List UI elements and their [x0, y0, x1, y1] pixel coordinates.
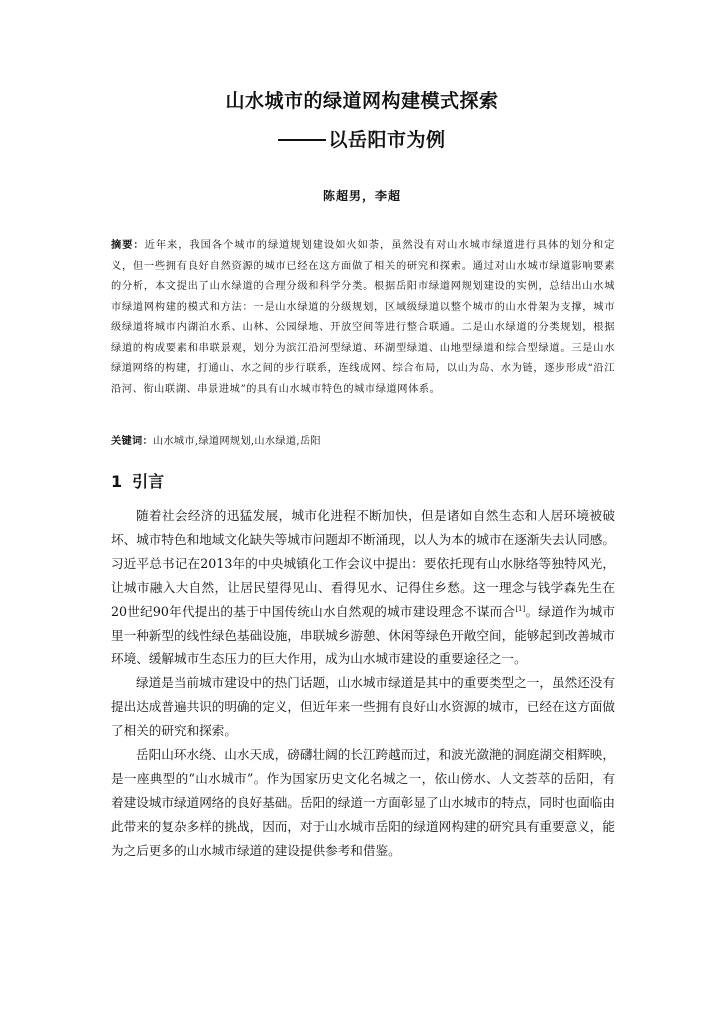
paper-title: 山水城市的绿道网构建模式探索 — [225, 90, 499, 112]
abstract-label: 摘要： — [111, 239, 145, 251]
subtitle-text: 以岳阳市为例 — [328, 129, 446, 151]
keywords-block — [111, 433, 615, 450]
keywords-label: 关键词： — [111, 435, 153, 447]
paragraph-3: 岳阳山环水绕、山水天成，磅礴壮阔的长江跨越而过，和波光潋滟的洞庭湖交相辉映，是一座典型的“山水城市”。作为国家历史文化名城之一，依山傍水、人文荟萃的岳阳，有着建设城市绿道网络的良好基础。岳阳的绿道一方面彰显了山水城市的特点，同时也面临由此带来的复杂多样的挑战，因而，对于山水城市岳阳的绿道网构建的研究具有重要意义，能为之后更多的山水城市绿道的建设提供参考和借鉴。 — [111, 747, 615, 858]
keywords-text: 山水城市,绿道网规划,山水绿道,岳阳 — [152, 436, 321, 447]
body-text — [111, 504, 615, 863]
paragraph-1-text-a: 随着社会经济的迅猛发展，城市化进程不断加快，但是诸如自然生态和人居环境被破坏、城市特色和地域文化缺失等城市问题却不断涌现，以人为本的城市在逐渐失去认同感。习近平总书记在2013年的中央城镇化工作会议中提出：要依托现有山水脉络等独特风光，让城市融入大自然，让居民望得见山、看得见水、记得住乡愁。这一理念与钱学森先生在20世纪90年代提出的基于中国传统山水自然观的城市建设理念不谋而合 — [111, 508, 615, 619]
paper-subtitle — [0, 128, 724, 152]
citation-ref: [1] — [515, 604, 526, 613]
abstract-text: 近年来，我国各个城市的绿道规划建设如火如荼，虽然没有对山水城市绿道进行具体的划分和定义，但一些拥有良好自然资源的城市已经在这方面做了相关的研究和探索。通过对山水城市绿道影响要素的分析，本文提出了山水绿道的合理分级和科学分类。根据岳阳市绿道网规划建设的实例，总结出山水城市绿道网构建的模式和方法：一是山水绿道的分级规划，区域级绿道以整个城市的山水骨架为支撑，城市级绿道将城市内湖泊水系、山林、公园绿地、开放空间等进行整合联通。二是山水绿道的分类规划，根据绿道的构成要素和串联景观，划分为滨江沿河型绿道、环湖型绿道、山地型绿道和综合型绿道。三是山水绿道网络的构建，打通山、水之间的步行联系，连线成网、综合布局，以山为岛、水为链，逐步形成“沿江沿河、衔山联湖、串景进城”的具有山水城市特色的城市绿道网体系。 — [111, 240, 615, 395]
paragraph-2: 绿道是当前城市建设中的热门话题，山水城市绿道是其中的重要类型之一，虽然还没有提出达成普遍共识的明确的定义，但近年来一些拥有良好山水资源的城市，已经在这方面做了相关的研究和探索。 — [111, 675, 615, 739]
paragraph-1-text-b: 。绿道作为城市里一种新型的线性绿色基础设施，串联城乡游憩、休闲等绿色开敞空间，能够起到改善城市环境、缓解城市生态压力的巨大作用，成为山水城市建设的重要途径之一。 — [111, 603, 615, 667]
paper-authors: 陈超男，李超 — [322, 189, 401, 203]
abstract-block — [111, 235, 615, 400]
section-title: 引言 — [132, 472, 165, 491]
em-dash-line — [278, 139, 326, 141]
section-number: 1 — [111, 472, 123, 491]
paragraph-1 — [111, 504, 615, 671]
section-heading — [111, 471, 164, 493]
